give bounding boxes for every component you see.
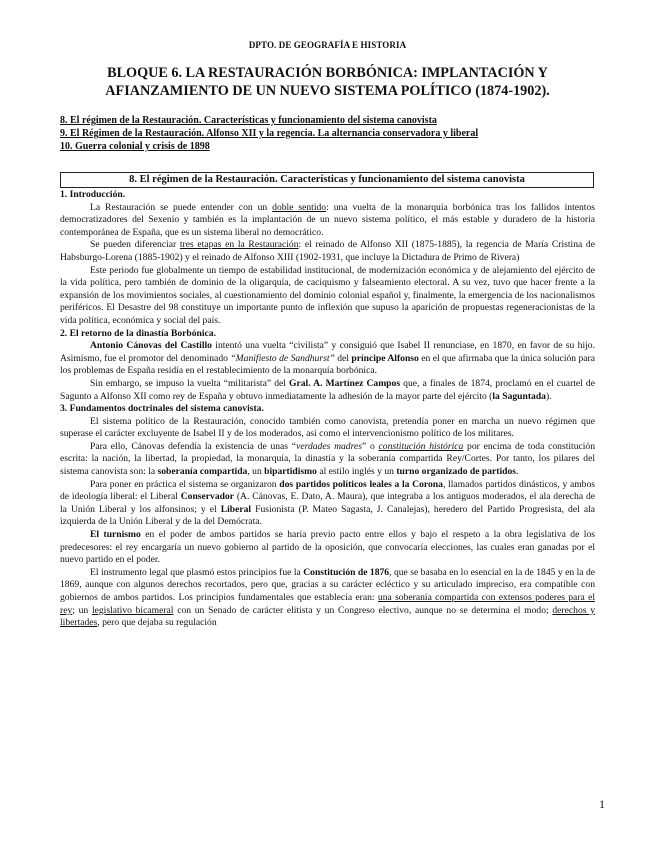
- text: , pero que dejaba su regulación: [97, 617, 217, 629]
- italic-text: verdades madres: [296, 440, 362, 452]
- paragraph: Este periodo fue globalmente un tiempo de estabilidad institucional, de modernización económica y de alejamiento del ejército de la vida política, pero también de dominio de la oligarquía, de caciquismo y falseamiento electoral. A su vez, tuvo que hacer frente a la expansión de los movimientos sociales, al cuestionamiento del dominio colonial español y, finalmente, la emergencia de los nacionalismos periféricos. El Desastre del 98 constituye un importante punto de inflexión que supuso la aparición de propuestas regeneracionistas de la vida política, económica y social del país.: [60, 264, 595, 326]
- text: al estilo inglés y un: [316, 466, 397, 478]
- bold-text: príncipe Alfonso: [351, 352, 419, 364]
- text: ; un: [72, 604, 92, 616]
- bold-text: El turnismo: [90, 529, 141, 541]
- text: , que se basaba en lo esencial en la de 1845 y en la de 1869, aunque con algunos derechos recortados, pero que, gracias a su carácter ecléctico y su articulado impreciso, era compatible con gobiernos de ambos partidos. Los principios fundamentales que establecía eran:: [60, 566, 595, 603]
- page-number: 1: [599, 797, 605, 811]
- department-header: DPTO. DE GEOGRAFÍA E HISTORIA: [248, 40, 407, 50]
- paragraph: [60, 340, 595, 378]
- text: Para ello, Cánovas defendía la existencia de unas “: [90, 440, 297, 452]
- underlined-text: una soberanía compartida con extensos poderes para el rey: [60, 592, 595, 616]
- bold-text: soberanía compartida: [157, 466, 248, 478]
- text: en el que afirmaba que la única solución para los problemas de España residía en el restablecimiento de la monarquía borbónica.: [60, 352, 595, 377]
- text: Fusionista (P. Mateo Sagasta, J. Canalejas), heredero del Partido Progresista, del ala izquierda de la Unión Liberal y de la del Demócrata.: [60, 503, 595, 528]
- title-line-2: AFIANZAMIENTO DE UN NUEVO SISTEMA POLÍTICO (1874-1902).: [105, 83, 550, 99]
- toc-item-9[interactable]: 9. El Régimen de la Restauración. Alfonso XII y la regencia. La alternancia conservadora y liberal: [60, 128, 479, 139]
- text: : el reinado de Alfonso XII (1875-1885), la regencia de María Cristina de Habsburgo-Lorena (1885-1902) y el reinado de Alfonso XIII (1902-1931, que incluye la Dictadura de Primo de Rivera): [60, 239, 595, 263]
- text: Se pueden diferenciar: [90, 239, 180, 251]
- title-line-1: BLOQUE 6. LA RESTAURACIÓN BORBÓNICA: IMPLANTACIÓN Y: [107, 65, 548, 81]
- text: (A. Cánovas, E. Dato, A. Maura), que integraba a los antiguos moderados, el ala derecha de la Unión Liberal y los alfonsinos; y el: [60, 491, 595, 515]
- section-title-box: 8. El régimen de la Restauración. Características y funcionamiento del sistema canovista: [60, 172, 594, 188]
- underlined-text: doble sentido: [272, 201, 327, 213]
- text: : una vuelta de la monarquía borbónica tras los fallidos intentos democratizadores del Sexenio y también es la implantación de un nuevo sistema político, el más estable y duradero de la historia contemporánea de España, que es un sistema liberal no democrático.: [60, 201, 596, 238]
- text: .: [516, 466, 519, 478]
- text: , un: [247, 466, 265, 478]
- underlined-text: tres etapas en la Restauración: [179, 239, 299, 251]
- underlined-text: derechos y libertades: [60, 604, 595, 629]
- text: del: [334, 352, 352, 364]
- paragraph: [60, 378, 595, 403]
- heading-introduccion: 1. Introducción.: [60, 189, 126, 200]
- text: Sin embargo, se impuso la vuelta “militarista” del: [90, 377, 290, 389]
- text: intentó una vuelta “civilista” y consiguió que Isabel II renunciase, en 1870, en favor de su hijo. Asimismo, fue el promotor del denominado: [60, 340, 595, 364]
- paragraph: [60, 239, 595, 264]
- toc-item-10[interactable]: 10. Guerra colonial y crisis de 1898: [60, 141, 210, 152]
- table-of-contents: [60, 114, 600, 153]
- text: , llamados partidos dinásticos, y ambos de ideología liberal: el Liberal: [60, 478, 595, 503]
- document-title: [80, 64, 575, 100]
- bold-text: Gral. A. Martínez Campos: [289, 377, 401, 389]
- paragraph: [60, 567, 595, 630]
- bold-text: la Saguntada: [492, 390, 546, 402]
- bold-text: Constitución de 1876: [303, 566, 390, 578]
- paragraph: [60, 441, 595, 479]
- paragraph: [60, 479, 595, 529]
- paragraph: El sistema político de la Restauración, conocido también como canovista, pretendía poner en marcha un nuevo régimen que superase el carácter excluyente de Isabel II y de los moderados, así como el intervencionismo político de los militares.: [60, 415, 595, 440]
- text: con un Senado de carácter elitista y un Congreso electivo, aunque no se determina el modo;: [173, 604, 553, 616]
- bold-text: Conservador: [180, 491, 235, 503]
- underlined-text: legislativo bicameral: [91, 604, 174, 616]
- toc-item-8[interactable]: 8. El régimen de la Restauración. Características y funcionamiento del sistema canovista: [60, 115, 437, 126]
- heading-retorno-dinastia: 2. El retorno de la dinastía Borbónica.: [60, 327, 216, 339]
- document-body: [60, 189, 595, 630]
- text: ).: [545, 390, 552, 402]
- text: por encima de toda constitución escrita: la nación, la libertad, la propiedad, la monarquía, la dinastía y la soberanía compartida Rey/Cortes. Por tanto, los pilares del sistema canovista son: la: [60, 440, 596, 478]
- heading-fundamentos: 3. Fundamentos doctrinales del sistema canovista.: [60, 403, 264, 415]
- bold-text: turno organizado de partidos: [396, 466, 516, 478]
- text: La Restauración se puede entender con un: [90, 201, 273, 213]
- text: en el poder de ambos partidos se haría previo pacto entre ellos y bajo el respeto a la obra legislativa de los predecesores: el rey encargaría un nuevo gobierno al partido de la oposición, que convocaría elecciones, las cuales eran ganadas por el nuevo partido en el poder.: [60, 529, 595, 566]
- text: Para poner en práctica el sistema se organizaron: [90, 478, 280, 490]
- bold-text: Antonio Cánovas del Castillo: [90, 340, 212, 352]
- paragraph: [60, 202, 595, 240]
- bold-text: Liberal: [220, 503, 252, 515]
- text: El instrumento legal que plasmó estos principios fue la: [90, 566, 304, 578]
- italic-underlined-text: constitución histórica: [378, 440, 464, 452]
- italic-text: “Manifiesto de Sandhurst”: [230, 352, 335, 364]
- text: ” o: [361, 440, 379, 452]
- bold-text: bipartidismo: [264, 466, 317, 478]
- paragraph: [60, 529, 595, 567]
- bold-text: dos partidos políticos leales a la Corona: [279, 478, 443, 490]
- text: que, a finales de 1874, proclamó en el cuartel de Sagunto a Alfonso XII como rey de España y obtuvo inmediatamente la adhesión de la mayor parte del ejército (: [60, 377, 595, 402]
